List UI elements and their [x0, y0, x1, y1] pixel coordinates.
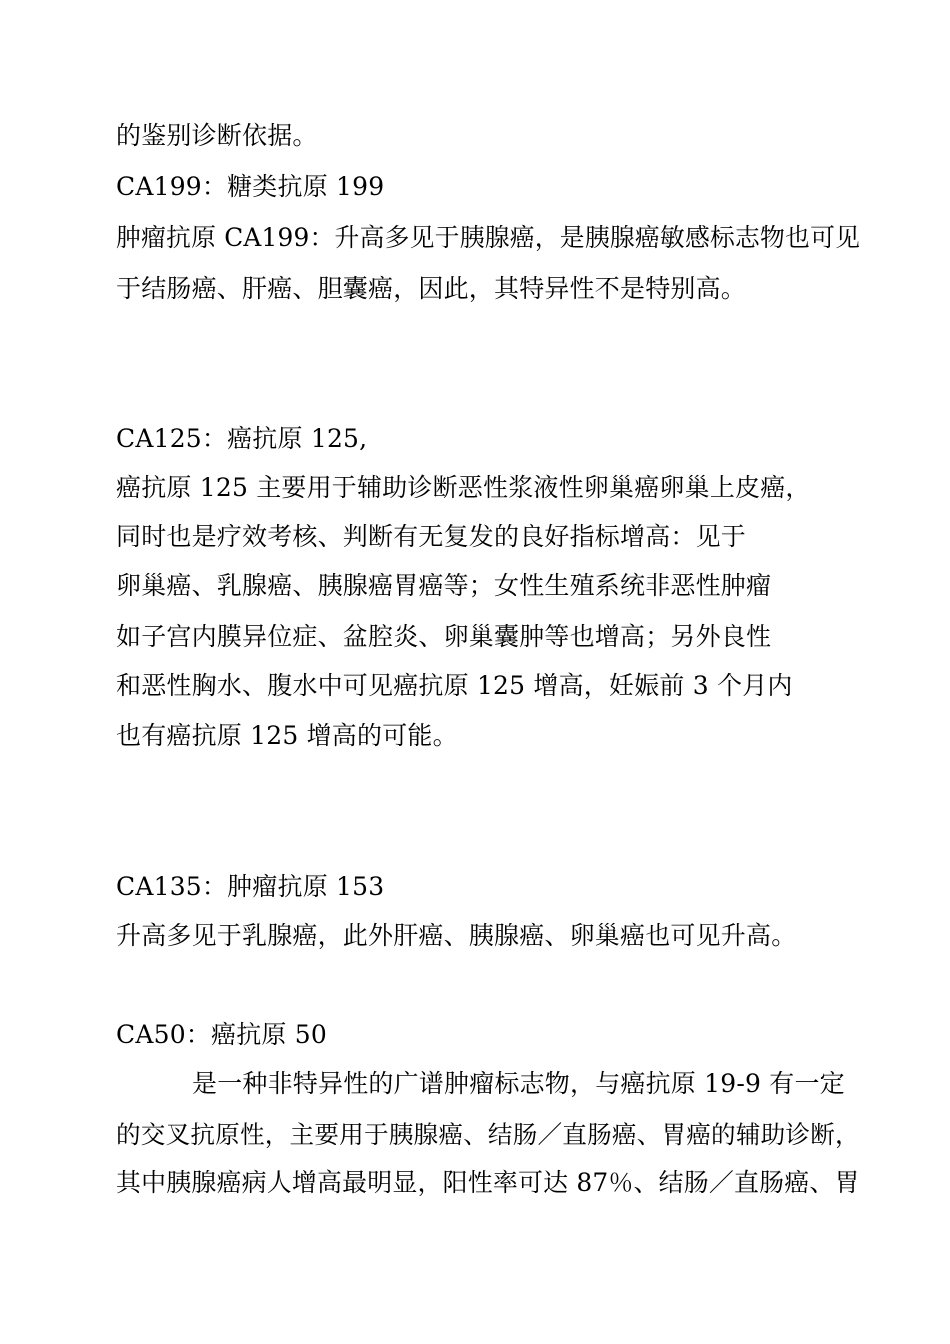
ca125-heading: CA125：癌抗原 125, [116, 424, 368, 453]
ca125-line-1: 癌抗原 125 主要用于辅助诊断恶性浆液性卵巢癌卵巢上皮癌， [116, 473, 811, 502]
ca125-line-5: 和恶性胸水、腹水中可见癌抗原 125 增高，妊娠前 3 个月内 [116, 671, 793, 700]
ca199-line-2: 于结肠癌、肝癌、胆囊癌，因此，其特异性不是特别高。 [116, 274, 747, 303]
ca199-line-1: 肿瘤抗原 CA199：升高多见于胰腺癌，是胰腺癌敏感标志物也可见 [116, 223, 861, 252]
ca125-line-2: 同时也是疗效考核、判断有无复发的良好指标增高：见于 [116, 522, 747, 551]
ca135-heading: CA135：肿瘤抗原 153 [116, 872, 385, 901]
ca135-line-1: 升高多见于乳腺癌，此外肝癌、胰腺癌、卵巢癌也可见升高。 [116, 921, 797, 950]
ca50-line-2: 的交叉抗原性，主要用于胰腺癌、结肠／直肠癌、胃癌的辅助诊断， [116, 1120, 860, 1149]
ca125-line-3: 卵巢癌、乳腺癌、胰腺癌胃癌等；女性生殖系统非恶性肿瘤 [116, 571, 772, 600]
ca125-line-6: 也有癌抗原 125 增高的可能。 [116, 721, 458, 750]
intro-tail-text: 的鉴别诊断依据。 [116, 121, 318, 150]
ca50-line-1: 是一种非特异性的广谱肿瘤标志物，与癌抗原 19-9 有一定 [192, 1069, 845, 1098]
ca125-line-4: 如子宫内膜异位症、盆腔炎、卵巢囊肿等也增高；另外良性 [116, 622, 772, 651]
ca199-heading: CA199：糖类抗原 199 [116, 172, 385, 201]
ca50-heading: CA50：癌抗原 50 [116, 1020, 327, 1049]
ca50-line-3: 其中胰腺癌病人增高最明显，阳性率可达 87％、结肠／直肠癌、胃 [116, 1168, 860, 1197]
